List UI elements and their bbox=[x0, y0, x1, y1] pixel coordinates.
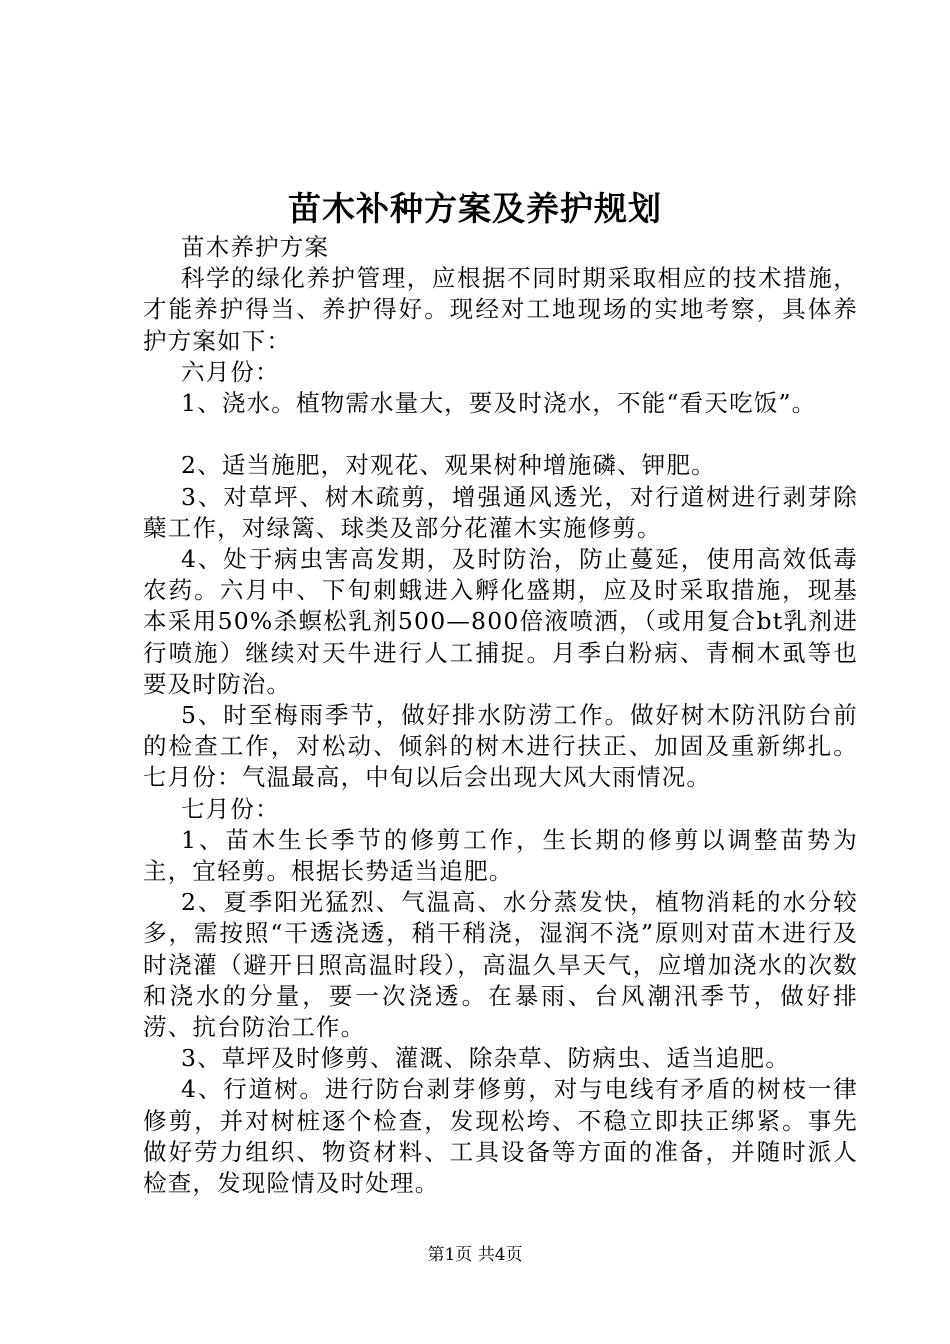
june-item-3: 3、对草坪、树木疏剪，增强通风透光，对行道树进行剥芽除蘖工作，对绿篱、球类及部分花灌木实施修剪。 bbox=[143, 482, 858, 542]
page-number-footer: 第1页 共4页 bbox=[427, 1245, 523, 1265]
july-item-3: 3、草坪及时修剪、灌溉、除杂草、防病虫、适当追肥。 bbox=[181, 1044, 790, 1073]
section-heading: 苗木养护方案 bbox=[181, 233, 330, 261]
june-item-5: 5、时至梅雨季节，做好排水防涝工作。做好树木防汛防台前的检查工作，对松动、倾斜的树木进行扶正、加固及重新绑扎。七月份：气温最高，中旬以后会出现大风大雨情况。 bbox=[143, 701, 858, 792]
july-item-4: 4、行道树。进行防台剥芽修剪，对与电线有矛盾的树枝一律修剪，并对树桩逐个检查，发现松垮、不稳立即扶正绑紧。事先做好劳力组织、物资材料、工具设备等方面的准备，并随时派人检查，发现险情及时处理。 bbox=[143, 1075, 858, 1198]
july-item-1: 1、苗木生长季节的修剪工作，生长期的修剪以调整苗势为主，宜轻剪。根据长势适当追肥。 bbox=[143, 825, 858, 886]
month-heading-june: 六月份： bbox=[181, 357, 280, 386]
document-body bbox=[143, 232, 858, 1199]
month-heading-july: 七月份： bbox=[181, 794, 280, 823]
july-item-2: 2、夏季阳光猛烈、气温高、水分蒸发快，植物消耗的水分较多，需按照“干透浇透，稍干稍浇，湿润不浇”原则对苗木进行及时浇灌（避开日照高温时段），高温久旱天气，应增加浇水的次数和浇水的分量，要一次浇透。在暴雨、台风潮汛季节，做好排涝、抗台防治工作。 bbox=[143, 888, 858, 1042]
blank-line bbox=[143, 419, 858, 450]
june-item-1: 1、浇水。植物需水量大，要及时浇水，不能“看天吃饭”。 bbox=[181, 389, 817, 418]
june-item-4: 4、处于病虫害高发期，及时防治，防止蔓延，使用高效低毒农药。六月中、下旬刺蛾进入孵化盛期，应及时采取措施，现基本采用50%杀螟松乳剂500—800倍液喷洒，（或用复合bt乳剂进行喷施）继续对天牛进行人工捕捉。月季白粉病、青桐木虱等也要及时防治。 bbox=[143, 545, 858, 698]
intro-paragraph: 科学的绿化养护管理，应根据不同时期采取相应的技术措施，才能养护得当、养护得好。现经对工地现场的实地考察，具体养护方案如下： bbox=[143, 264, 858, 355]
document-title: 苗木补种方案及养护规划 bbox=[288, 189, 662, 228]
june-item-2: 2、适当施肥，对观花、观果树种增施磷、钾肥。 bbox=[181, 451, 716, 480]
